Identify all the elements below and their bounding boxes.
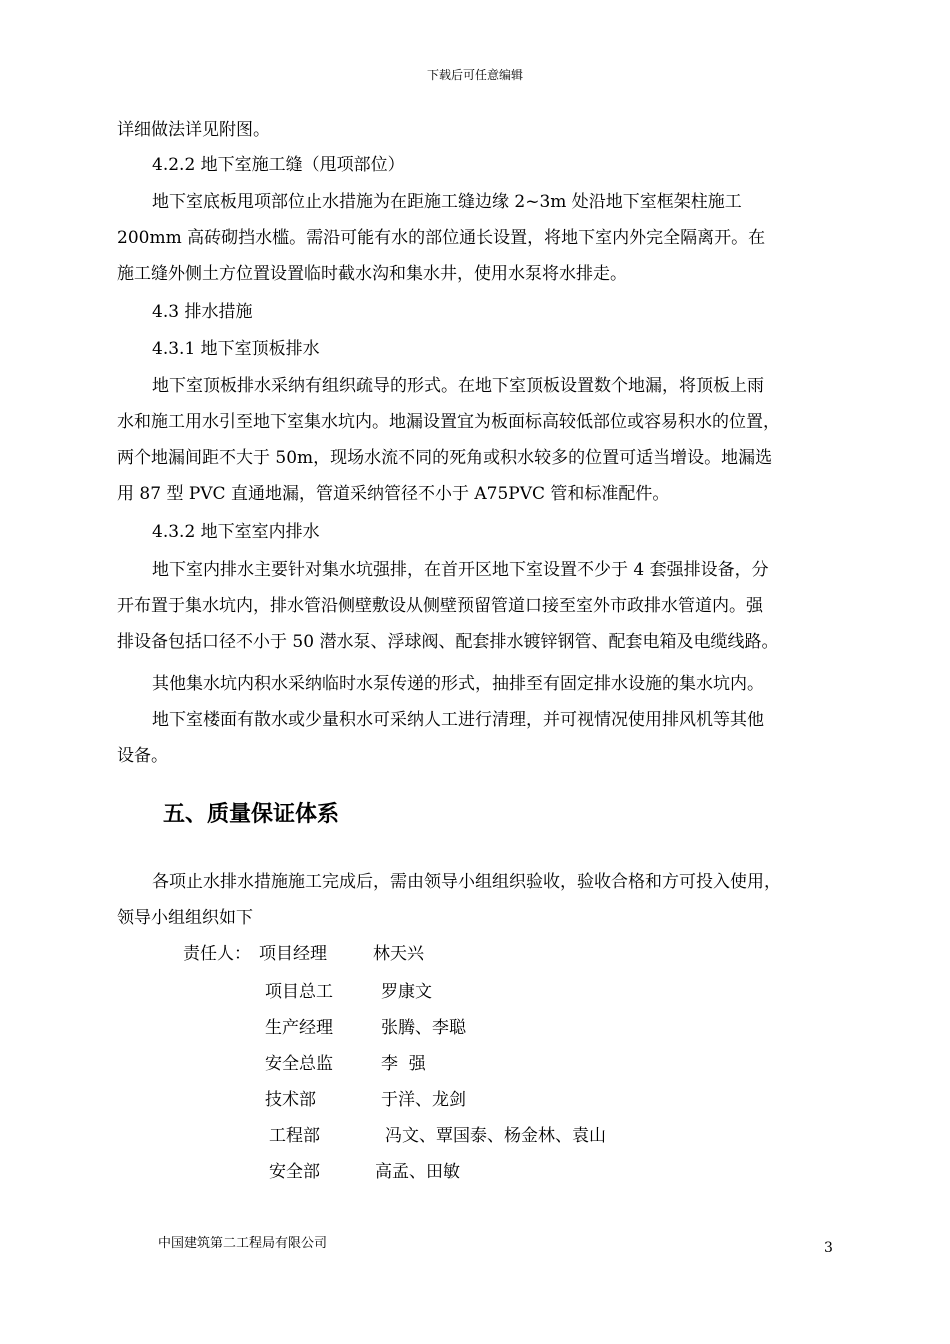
member-role: 项目经理 (259, 944, 327, 964)
member-names: 高孟、田敏 (375, 1162, 460, 1182)
page-header: 下载后可任意编辑 (426, 68, 523, 82)
member-names: 李 强 (381, 1054, 426, 1074)
paragraph-line: 其他集水坑内积水采纳临时水泵传递的形式，抽排至有固定排水设施的集水坑内。 (152, 674, 764, 694)
page-number: 3 (824, 1240, 833, 1256)
member-role: 安全总监 (265, 1054, 333, 1074)
paragraph-line: 水和施工用水引至地下室集水坑内。地漏设置宜为板面标高较低部位或容易积水的位置， (117, 412, 780, 432)
member-names: 林天兴 (373, 944, 424, 964)
paragraph-line: 200mm 高砖砌挡水槛。需沿可能有水的部位通长设置，将地下室内外完全隔离开。在 (117, 228, 766, 248)
paragraph-line: 用 87 型 PVC 直通地漏，管道采纳管径不小于 A75PVC 管和标准配件。 (117, 484, 670, 504)
member-names: 张腾、李聪 (381, 1018, 466, 1038)
member-names: 冯文、覃国泰、杨金林、袁山 (385, 1126, 606, 1146)
subsection-heading: 4.3 排水措施 (152, 302, 253, 322)
member-role: 工程部 (269, 1126, 320, 1146)
paragraph-line: 各项止水排水措施施工完成后，需由领导小组组织验收，验收合格和方可投入使用， (152, 872, 781, 892)
subsection-heading: 4.3.2 地下室室内排水 (152, 522, 320, 542)
member-names: 罗康文 (381, 982, 432, 1002)
footer-company: 中国建筑第二工程局有限公司 (158, 1236, 328, 1251)
paragraph-line: 详细做法详见附图。 (117, 120, 270, 140)
paragraph-line: 地下室楼面有散水或少量积水可采纳人工进行清理，并可视情况使用排风机等其他 (152, 710, 764, 730)
paragraph-line: 地下室内排水主要针对集水坑强排，在首开区地下室设置不少于 4 套强排设备，分 (152, 560, 769, 580)
paragraph-line: 设备。 (117, 746, 168, 766)
subsection-heading: 4.3.1 地下室顶板排水 (152, 339, 320, 359)
paragraph-line: 领导小组组织如下 (117, 908, 253, 928)
responsible-label: 责任人： (183, 944, 251, 964)
member-names: 于洋、龙剑 (381, 1090, 466, 1110)
paragraph-line: 施工缝外侧土方位置设置临时截水沟和集水井，使用水泵将水排走。 (117, 264, 627, 284)
paragraph-line: 地下室顶板排水采纳有组织疏导的形式。在地下室顶板设置数个地漏，将顶板上雨 (152, 376, 764, 396)
paragraph-line: 地下室底板甩项部位止水措施为在距施工缝边缘 2~3m 处沿地下室框架柱施工 (152, 192, 742, 212)
member-role: 生产经理 (265, 1018, 333, 1038)
paragraph-line: 两个地漏间距不大于 50m，现场水流不同的死角或积水较多的位置可适当增设。地漏选 (117, 448, 773, 468)
subsection-heading: 4.2.2 地下室施工缝（甩项部位） (152, 155, 405, 175)
member-role: 安全部 (269, 1162, 320, 1182)
member-role: 技术部 (265, 1090, 316, 1110)
section-heading: 五、质量保证体系 (163, 802, 340, 827)
paragraph-line: 开布置于集水坑内，排水管沿侧壁敷设从侧壁预留管道口接至室外市政排水管道内。强 (117, 596, 763, 616)
paragraph-line: 排设备包括口径不小于 50 潜水泵、浮球阀、配套排水镀锌钢管、配套电箱及电缆线路。 (117, 632, 779, 652)
member-role: 项目总工 (265, 982, 333, 1002)
